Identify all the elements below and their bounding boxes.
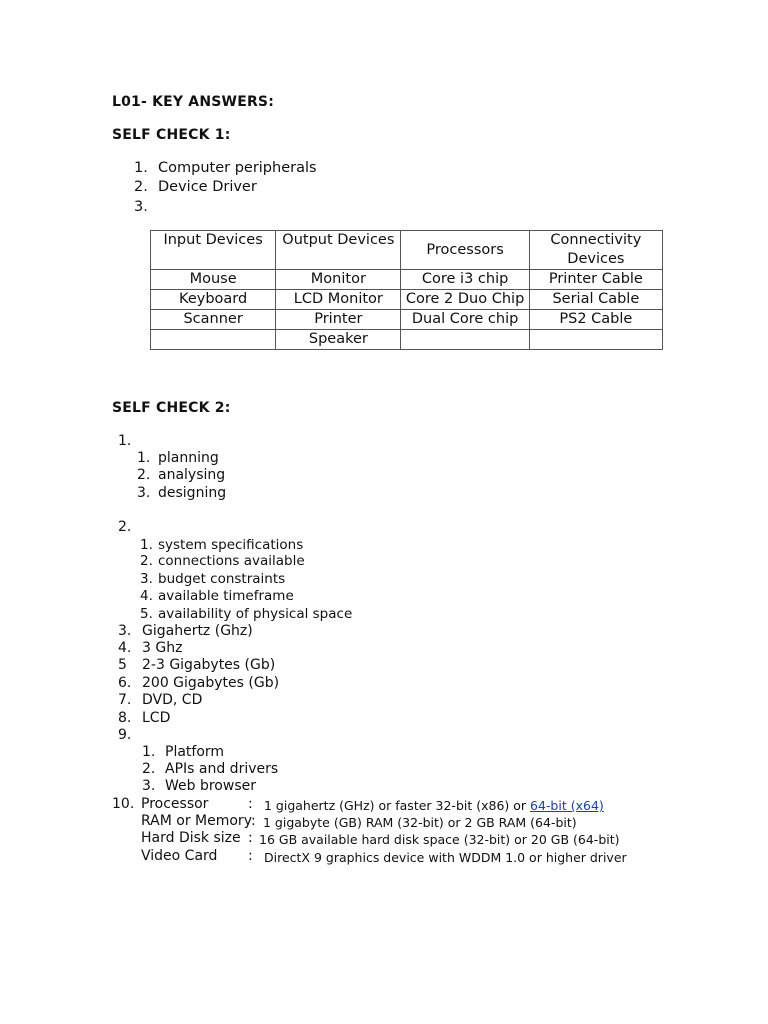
self-check-1-title: SELF CHECK 1: xyxy=(112,127,231,143)
question-number: 1. xyxy=(118,433,132,449)
item-text: budget constraints xyxy=(158,571,286,587)
item-text: analysing xyxy=(158,467,226,483)
item-number: 5 xyxy=(118,657,127,673)
list-item xyxy=(134,199,148,216)
question-number: 9. xyxy=(118,727,132,743)
item-number: 1. xyxy=(137,450,151,466)
item-text: designing xyxy=(158,485,227,501)
item-text: system specifications xyxy=(158,537,304,553)
spec-label: RAM or Memory: xyxy=(141,813,256,829)
list-item xyxy=(134,179,257,196)
item-text: DVD, CD xyxy=(142,692,203,708)
item-text: Computer peripherals xyxy=(158,160,317,176)
answer-item xyxy=(118,692,203,709)
list-item xyxy=(140,553,305,570)
question-number: 10. xyxy=(112,796,135,812)
table-cell: PS2 Cable xyxy=(529,310,662,330)
x64-link[interactable]: 64-bit (x64) xyxy=(530,798,604,813)
table-cell xyxy=(401,330,529,350)
table-cell: Printer Cable xyxy=(529,270,662,290)
table-cell: Monitor xyxy=(276,270,401,290)
page-title: L01- KEY ANSWERS: xyxy=(112,94,275,110)
devices-table xyxy=(150,230,663,350)
spec-label: Video Card xyxy=(141,848,218,864)
item-text: Web browser xyxy=(165,778,256,794)
list-item xyxy=(137,450,219,467)
item-number: 2. xyxy=(137,467,151,483)
item-number: 1. xyxy=(142,744,156,760)
answer-item xyxy=(118,640,183,657)
table-cell: Printer xyxy=(276,310,401,330)
table-cell xyxy=(529,330,662,350)
list-item xyxy=(140,588,294,605)
item-text: Gigahertz (Ghz) xyxy=(142,623,253,639)
item-text: 2-3 Gigabytes (Gb) xyxy=(142,657,276,673)
spec-value xyxy=(264,797,604,814)
item-number: 5. xyxy=(140,606,153,622)
item-number: 7. xyxy=(118,692,132,708)
table-cell: Mouse xyxy=(151,270,276,290)
self-check-2-title: SELF CHECK 2: xyxy=(112,400,231,416)
item-number: 2. xyxy=(134,179,148,195)
table-cell: Core 2 Duo Chip xyxy=(401,290,529,310)
question-number: 2. xyxy=(118,519,132,535)
table-header-cell: Connectivity Devices xyxy=(529,231,662,270)
table-cell xyxy=(151,330,276,350)
item-text: APIs and drivers xyxy=(165,761,279,777)
item-number: 2. xyxy=(142,761,156,777)
list-item xyxy=(137,485,227,502)
item-text: planning xyxy=(158,450,219,466)
list-item xyxy=(137,467,226,484)
list-item xyxy=(134,160,317,177)
table-header-row xyxy=(151,231,663,270)
list-item xyxy=(140,606,353,623)
table-row xyxy=(151,270,663,290)
table-row xyxy=(151,330,663,350)
item-number: 3. xyxy=(140,571,153,587)
table-cell: Dual Core chip xyxy=(401,310,529,330)
item-number: 3. xyxy=(137,485,151,501)
list-item xyxy=(140,571,286,588)
table-cell: Speaker xyxy=(276,330,401,350)
item-text: 200 Gigabytes (Gb) xyxy=(142,675,280,691)
answer-item xyxy=(118,657,276,674)
spec-label: Hard Disk size xyxy=(141,830,241,846)
item-text: Platform xyxy=(165,744,225,760)
spec-separator: : xyxy=(248,796,253,812)
table-cell: Core i3 chip xyxy=(401,270,529,290)
answer-item xyxy=(118,623,253,640)
table-cell: Scanner xyxy=(151,310,276,330)
spec-label: Processor xyxy=(141,796,209,812)
item-number: 6. xyxy=(118,675,132,691)
list-item xyxy=(142,778,256,795)
spec-separator: : xyxy=(248,848,253,864)
table-header-cell: Output Devices xyxy=(276,231,401,270)
item-number: 1. xyxy=(140,537,153,553)
answer-item xyxy=(118,710,171,727)
spec-value: 16 GB available hard disk space (32-bit) or 20 GB (64-bit) xyxy=(259,832,620,847)
table-row xyxy=(151,310,663,330)
table-row xyxy=(151,290,663,310)
table-cell: LCD Monitor xyxy=(276,290,401,310)
item-number: 2. xyxy=(140,553,153,569)
item-number: 3. xyxy=(118,623,132,639)
table-cell: Keyboard xyxy=(151,290,276,310)
item-text: connections available xyxy=(158,553,305,569)
item-text: Device Driver xyxy=(158,179,257,195)
item-text: availability of physical space xyxy=(158,606,353,622)
spec-value: DirectX 9 graphics device with WDDM 1.0 or higher driver xyxy=(264,850,627,865)
spec-value: 1 gigabyte (GB) RAM (32-bit) or 2 GB RAM (64-bit) xyxy=(263,815,577,830)
item-text: 3 Ghz xyxy=(142,640,183,656)
item-text: LCD xyxy=(142,710,171,726)
answer-item xyxy=(118,675,280,692)
item-number: 4. xyxy=(118,640,132,656)
list-item xyxy=(140,537,304,554)
list-item xyxy=(142,761,279,778)
item-number: 3. xyxy=(142,778,156,794)
spec-separator: : xyxy=(248,830,253,846)
item-text: available timeframe xyxy=(158,588,294,604)
table-header-cell: Input Devices xyxy=(151,231,276,270)
table-cell: Serial Cable xyxy=(529,290,662,310)
item-number: 4. xyxy=(140,588,153,604)
spec-value-text: 1 gigahertz (GHz) or faster 32-bit (x86) or xyxy=(264,798,531,813)
list-item xyxy=(142,744,225,761)
item-number: 1. xyxy=(134,160,148,176)
item-number: 3. xyxy=(134,199,148,215)
table-header-cell: Processors xyxy=(401,231,529,270)
item-number: 8. xyxy=(118,710,132,726)
